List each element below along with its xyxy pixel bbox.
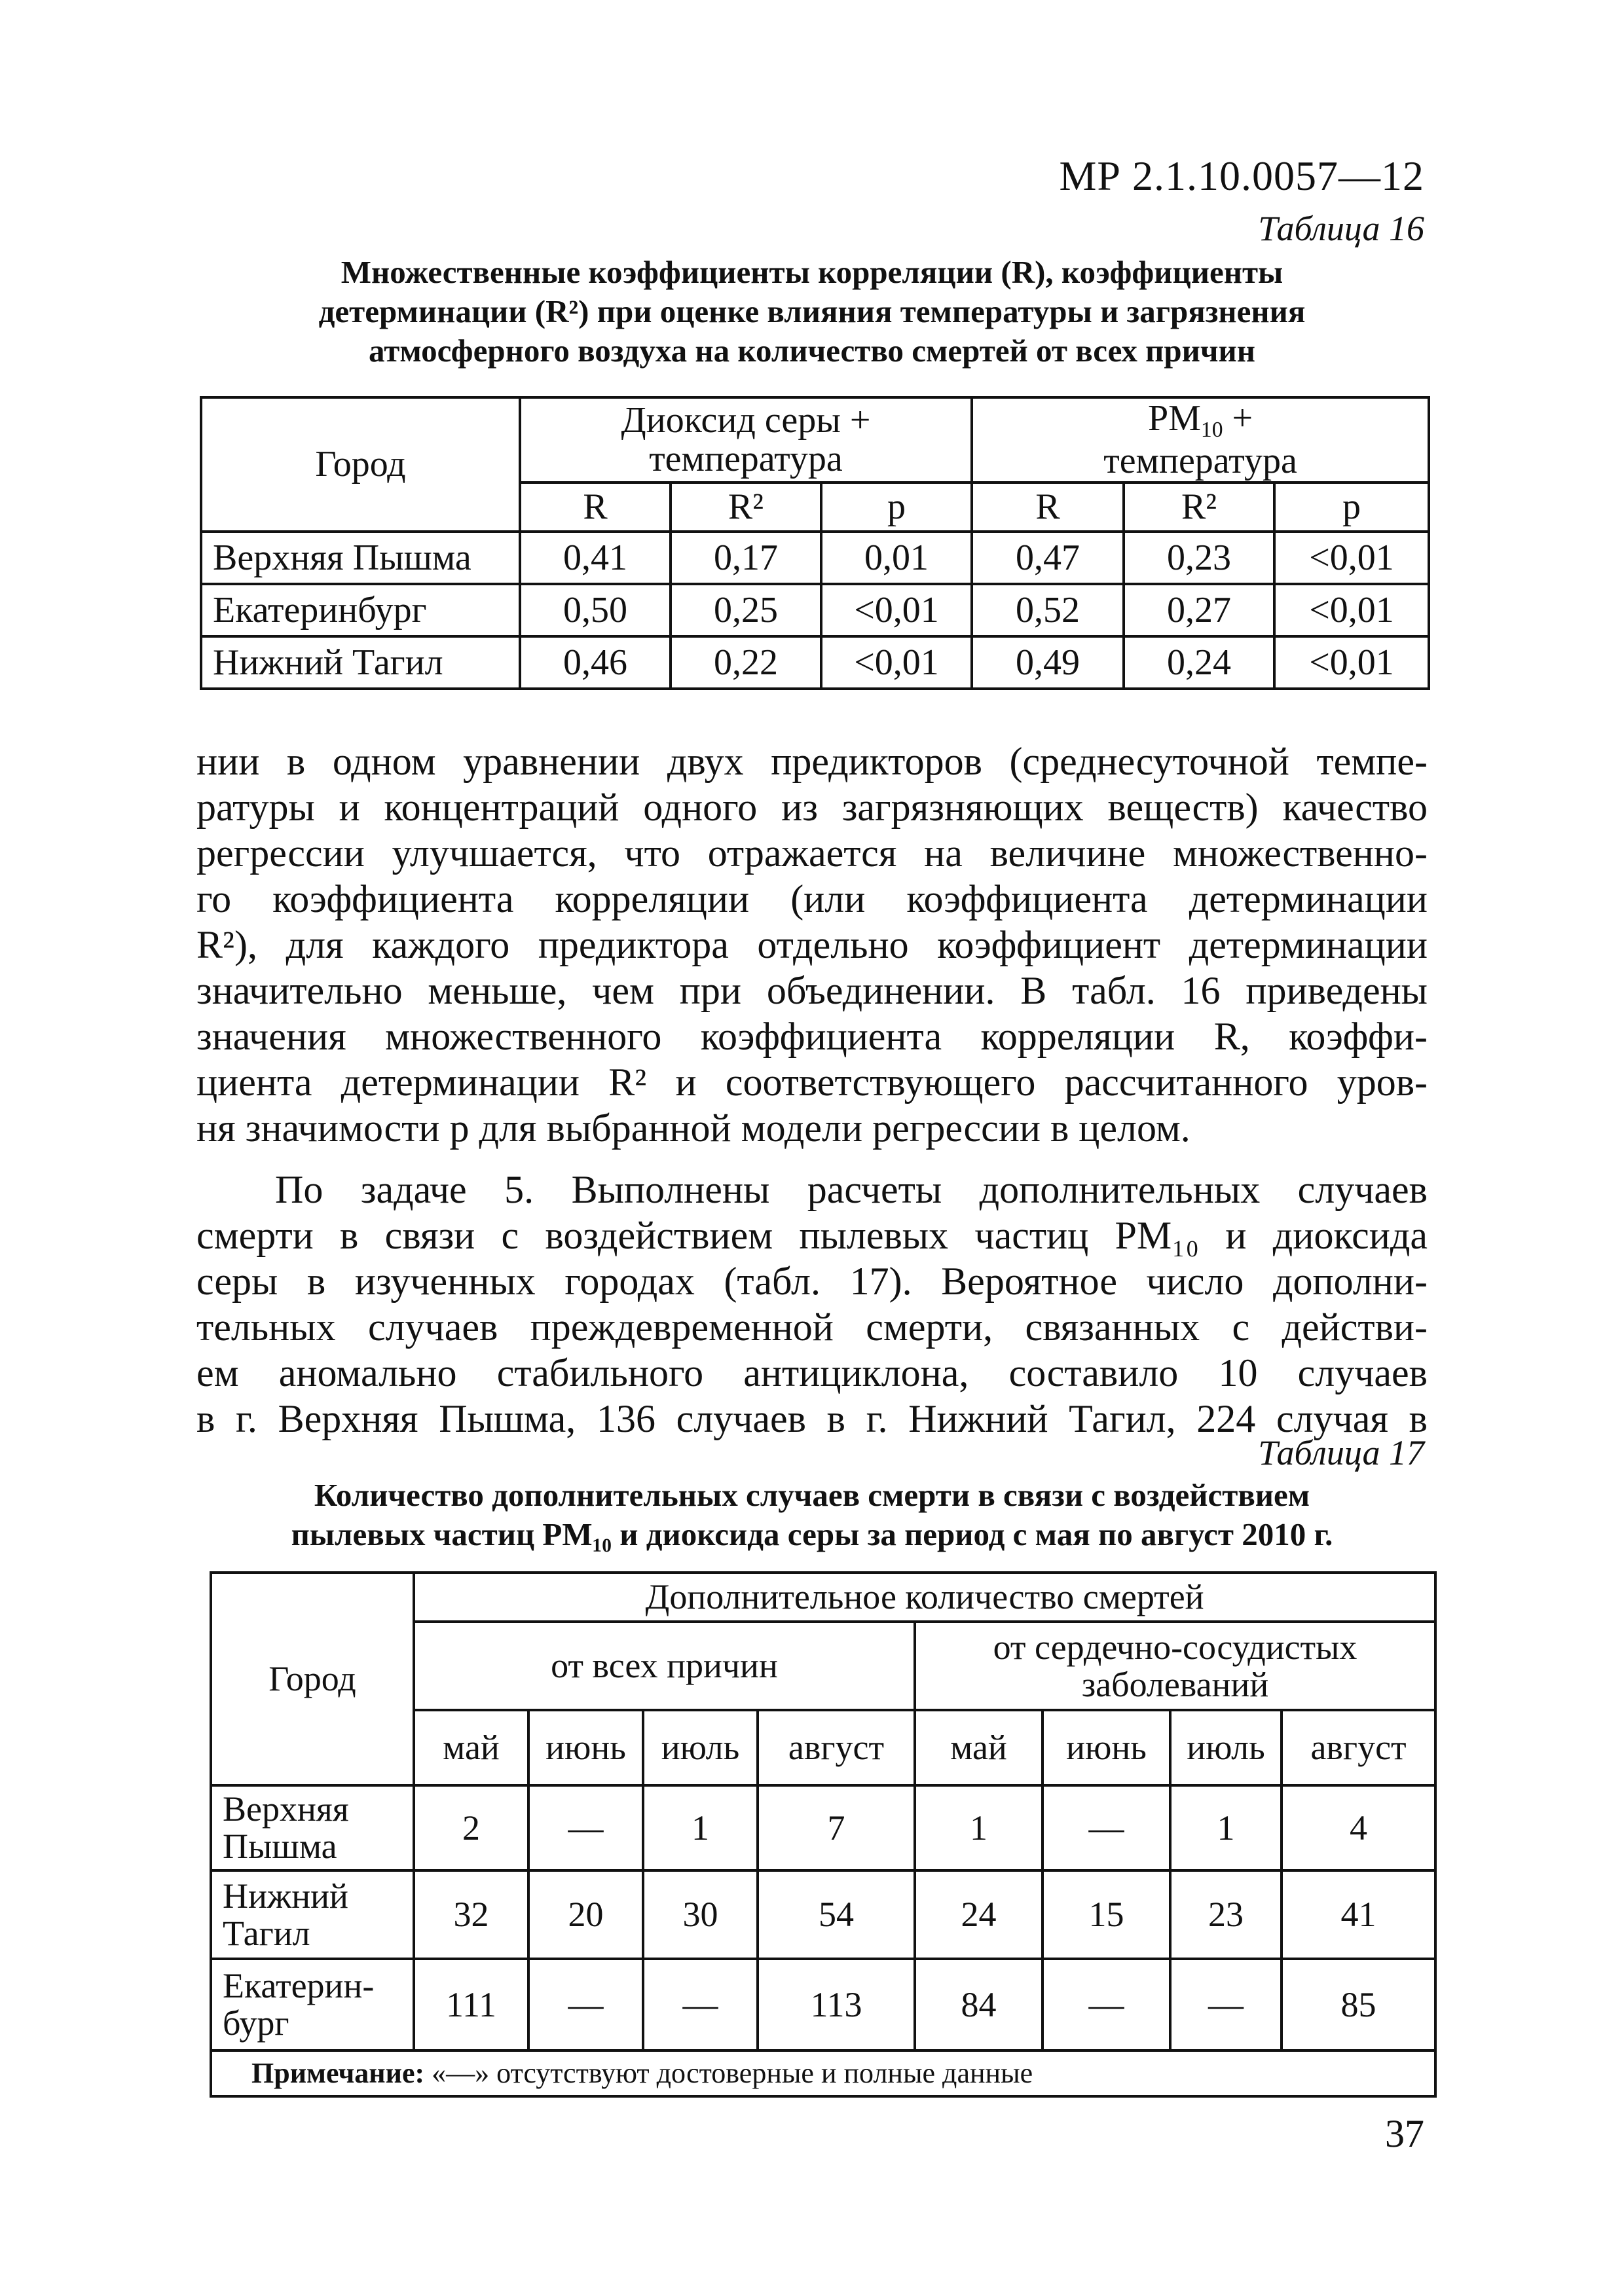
paragraph-line: го коэффициента корреляции (или коэффициента детерминации <box>196 877 1428 920</box>
value-cell: — <box>528 1785 643 1870</box>
body-paragraph-1 <box>196 738 1428 1151</box>
value-cell: <0,01 <box>821 584 972 636</box>
paragraph-line: регрессии улучшается, что отражается на величине множественно- <box>196 831 1428 875</box>
group-pm10-header <box>972 397 1429 483</box>
table17-caption <box>196 1476 1428 1554</box>
value-cell: 20 <box>528 1870 643 1959</box>
value-cell: — <box>1170 1959 1282 2050</box>
subheader-r2: R² <box>671 483 821 532</box>
value-cell: 0,27 <box>1124 584 1274 636</box>
table-row <box>211 1785 1435 1870</box>
value-cell: 0,23 <box>1124 532 1274 584</box>
month-header: август <box>758 1710 915 1785</box>
group-pm10-line <box>973 399 1428 441</box>
value-cell: 0,47 <box>972 532 1124 584</box>
city-cell: Екатеринбург <box>201 584 520 636</box>
value-cell: 23 <box>1170 1870 1282 1959</box>
group-so2-line: Диоксид серы + <box>621 400 871 441</box>
pm-subscript: 10 <box>1200 418 1223 443</box>
value-cell: 0,22 <box>671 636 821 689</box>
value-cell: 2 <box>414 1785 528 1870</box>
value-cell: 1 <box>1170 1785 1282 1870</box>
table-row <box>201 532 1429 584</box>
table-row <box>211 1959 1435 2050</box>
value-cell: <0,01 <box>1274 532 1429 584</box>
table16-label: Таблица 16 <box>1258 209 1424 248</box>
table17-label: Таблица 17 <box>1258 1433 1424 1472</box>
subheader-r: R <box>972 483 1124 532</box>
paragraph-line: циента детерминации R² и соответствующего рассчитанного уров- <box>196 1061 1428 1104</box>
table16-caption <box>196 253 1428 371</box>
table16-caption-line: атмосферного воздуха на количество смертей от всех причин <box>369 333 1255 369</box>
value-cell: 41 <box>1282 1870 1435 1959</box>
table17-note <box>211 2050 1435 2096</box>
table16 <box>200 396 1430 690</box>
city-line: Пышма <box>223 1827 337 1866</box>
value-cell: 0,17 <box>671 532 821 584</box>
value-cell: 0,25 <box>671 584 821 636</box>
paragraph-line: смерти в связи с воздействием пылевых частиц PM₁₀ и диоксида <box>196 1214 1428 1257</box>
subheader-p: p <box>821 483 972 532</box>
group-pm10-line: температура <box>1103 440 1297 481</box>
all-causes-header: от всех причин <box>414 1622 915 1710</box>
city-header: Город <box>201 397 520 532</box>
value-cell: 0,24 <box>1124 636 1274 689</box>
subheader-r2: R² <box>1124 483 1274 532</box>
month-header: август <box>1282 1710 1435 1785</box>
group-so2-header <box>520 397 972 483</box>
paragraph-line: ратуры и концентраций одного из загрязняющих веществ) качество <box>196 786 1428 829</box>
table17-caption-line: пылевых частиц PM₁₀ и диоксида серы за период с мая по август 2010 г. <box>291 1516 1333 1552</box>
note-text: «—» отсутствуют достоверные и полные данные <box>424 2056 1033 2089</box>
value-cell: <0,01 <box>1274 636 1429 689</box>
table-row <box>211 1870 1435 1959</box>
table16-caption-line: Множественные коэффициенты корреляции (R), коэффициенты <box>341 254 1283 290</box>
value-cell: 4 <box>1282 1785 1435 1870</box>
value-cell: 0,01 <box>821 532 972 584</box>
value-cell: 7 <box>758 1785 915 1870</box>
city-header: Город <box>211 1573 414 1785</box>
value-cell: 1 <box>643 1785 758 1870</box>
city-line: Екатерин- <box>223 1966 375 2006</box>
city-cell <box>211 1785 414 1870</box>
city-line: Нижний <box>223 1876 348 1916</box>
value-cell: 15 <box>1043 1870 1170 1959</box>
value-cell: 85 <box>1282 1959 1435 2050</box>
table-row <box>201 636 1429 689</box>
city-line: Верхняя <box>223 1789 349 1829</box>
value-cell: 30 <box>643 1870 758 1959</box>
city-cell <box>211 1870 414 1959</box>
paragraph-line: тельных случаев преждевременной смерти, связанных с действи- <box>196 1305 1428 1349</box>
paragraph-line: нии в одном уравнении двух предикторов (среднесуточной темпе- <box>196 740 1428 783</box>
paragraph-line: По задаче 5. Выполнены расчеты дополнительных случаев <box>275 1168 1428 1211</box>
city-cell <box>211 1959 414 2050</box>
month-header: июль <box>1170 1710 1282 1785</box>
value-cell: <0,01 <box>1274 584 1429 636</box>
city-cell: Нижний Тагил <box>201 636 520 689</box>
value-cell: 0,49 <box>972 636 1124 689</box>
value-cell: 111 <box>414 1959 528 2050</box>
body-paragraph-2 <box>196 1167 1428 1442</box>
subheader-r: R <box>520 483 671 532</box>
cardio-header-line: от сердечно-сосудистых <box>993 1627 1357 1667</box>
value-cell: 1 <box>915 1785 1043 1870</box>
paragraph-line: значительно меньше, чем при объединении. В табл. 16 приведены <box>196 969 1428 1012</box>
paragraph-line: ня значимости p для выбранной модели регрессии в целом. <box>196 1106 1190 1150</box>
value-cell: 0,50 <box>520 584 671 636</box>
value-cell: 24 <box>915 1870 1043 1959</box>
table-row <box>201 584 1429 636</box>
value-cell: — <box>643 1959 758 2050</box>
value-cell: 0,46 <box>520 636 671 689</box>
city-line: Тагил <box>223 1913 310 1953</box>
value-cell: <0,01 <box>821 636 972 689</box>
month-header: июнь <box>1043 1710 1170 1785</box>
subheader-p: p <box>1274 483 1429 532</box>
value-cell: 54 <box>758 1870 915 1959</box>
deaths-top-header: Дополнительное количество смертей <box>414 1573 1435 1622</box>
plus-sign: + <box>1223 398 1253 439</box>
document-code: МР 2.1.10.0057—12 <box>1059 153 1424 199</box>
value-cell: 0,41 <box>520 532 671 584</box>
value-cell: — <box>1043 1959 1170 2050</box>
paragraph-line: значения множественного коэффициента корреляции R, коэффи- <box>196 1015 1428 1058</box>
pm-label: PM <box>1147 398 1201 439</box>
value-cell: 0,52 <box>972 584 1124 636</box>
paragraph-line: ем аномально стабильного антициклона, составило 10 случаев <box>196 1351 1428 1394</box>
month-header: июль <box>643 1710 758 1785</box>
group-so2-line: температура <box>649 439 843 479</box>
table16-caption-line: детерминации (R²) при оценке влияния температуры и загрязнения <box>318 293 1306 329</box>
table17-caption-line: Количество дополнительных случаев смерти в связи с воздействием <box>314 1477 1310 1513</box>
paragraph-line: R²), для каждого предиктора отдельно коэффициент детерминации <box>196 923 1428 966</box>
city-cell: Верхняя Пышма <box>201 532 520 584</box>
value-cell: 113 <box>758 1959 915 2050</box>
paragraph-line: серы в изученных городах (табл. 17). Вероятное число дополни- <box>196 1260 1428 1303</box>
value-cell: 32 <box>414 1870 528 1959</box>
cardio-header-line: заболеваний <box>1081 1664 1269 1704</box>
value-cell: — <box>528 1959 643 2050</box>
table17 <box>210 1571 1437 2098</box>
page-number: 37 <box>1385 2112 1424 2155</box>
city-line: бург <box>223 2003 289 2043</box>
month-header: июнь <box>528 1710 643 1785</box>
value-cell: — <box>1043 1785 1170 1870</box>
note-label: Примечание: <box>251 2056 425 2089</box>
value-cell: 84 <box>915 1959 1043 2050</box>
cardio-header <box>915 1622 1435 1710</box>
month-header: май <box>414 1710 528 1785</box>
month-header: май <box>915 1710 1043 1785</box>
paragraph-line: в г. Верхняя Пышма, 136 случаев в г. Нижний Тагил, 224 случая в <box>196 1397 1428 1440</box>
